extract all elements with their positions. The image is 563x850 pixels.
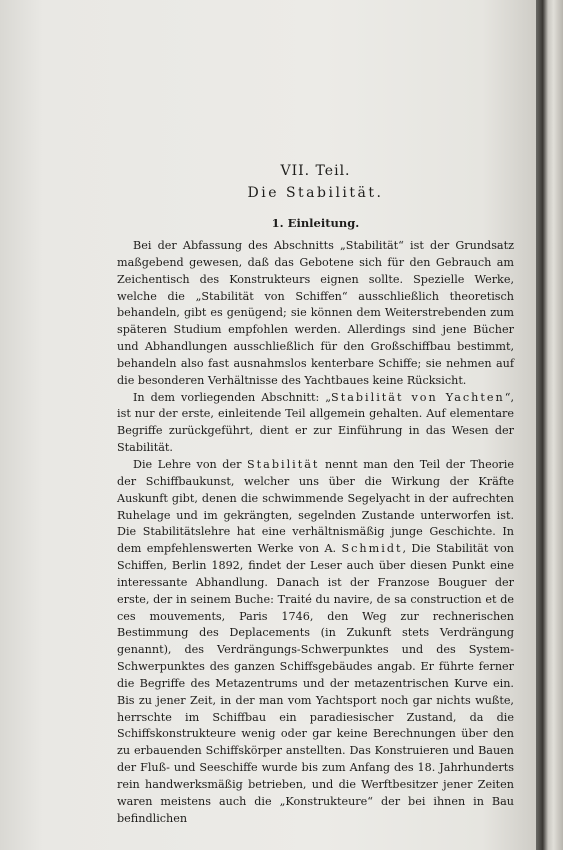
spaced-emphasis: Schmidt	[341, 542, 403, 556]
paragraph-3	[117, 457, 514, 828]
text-run: nennt man den Teil der Theorie der Schiffbaukunst, welcher uns über die Wirkung der Kräfte Auskunft gibt, denen die schwimmende Segelyacht in der aufrechten Ruhelage und im gekrängten, segelnden Zustande unterworfen ist. Die Stabilitätslehre hat eine verhältnismäßig junge Geschichte. In dem empfehlenswerten Werke von A.	[117, 457, 514, 556]
text-run: Die Lehre von der	[133, 457, 247, 471]
paragraph-2	[117, 390, 514, 457]
section-title: 1. Einleitung.	[271, 216, 360, 230]
text-run: Bei der Abfassung des Abschnitts „Stabilität“ ist der Grundsatz maßgebend gewesen, daß das Gebotene sich für den Gebrauch am Zeichentisch des Konstrukteurs eignen sollte. Spezielle Werke, welche die „Stabilität von Schiffen“ ausschließlich theoretisch behandeln, gibt es genügend; sie können dem Weiterstrebenden zum späteren Studium empfohlen werden. Allerdings sind jene Bücher und Abhandlungen ausschließlich für den Großschiffbau bestimmt, behandeln also fast ausnahmslos kenterbare Schiffe; sie nehmen auf die besonderen Verhältnisse des Yachtbaues keine Rücksicht.	[117, 239, 514, 387]
spaced-emphasis: Stabilität von Yachten	[331, 390, 505, 404]
text-run: , Die Stabilität von Schiffen, Berlin 1892, findet der Leser auch über diesen Punkt eine interessante Abhandlung. Danach ist der Franzose Bouguer der erste, der in seinem Buche: Traité du navire, de sa construction et de ces mouvements, Paris 1746, den Weg zur rechnerischen Bestimmung des Deplacements (in Zukunft stets Verdrängung genannt), des Verdrängungs-Schwerpunktes und des System-Schwerpunktes des ganzen Schiffsgebäudes angab. Er führte ferner die Begriffe des Metazentrums und der metazentrischen Kurve ein. Bis zu jener Zeit, in der man vom Yachtsport noch gar nichts wußte, herrschte im Schiffbau ein paradiesischer Zustand, da die Schiffskonstrukteure wenig oder gar keine Berechnungen über den zu erbauenden Schiffskörper anstellten. Das Konstruieren und Bauen der Fluß- und Seeschiffe wurde bis zum Anfang des 18. Jahrhunderts rein handwerksmäßig betrieben, und die Werftbesitzer jener Zeiten waren meistens auch die „Konstrukteure“ der bei ihnen in Bau befindlichen	[117, 542, 514, 825]
paragraph-1	[117, 238, 514, 390]
text-run: “, ist nur der erste, einleitende Teil allgemein gehalten. Auf elementare Begriffe zurückgeführt, dient er zur Einführung in das Wesen der Stabilität.	[117, 390, 514, 455]
part-title: VII. Teil.	[280, 163, 351, 179]
text-run: In dem vorliegenden Abschnitt: „	[133, 390, 332, 404]
chapter-title: Die Stabilität.	[247, 185, 384, 201]
book-fore-edge	[536, 0, 563, 850]
spaced-emphasis: Stabilität	[247, 457, 320, 471]
body-text	[117, 238, 514, 828]
